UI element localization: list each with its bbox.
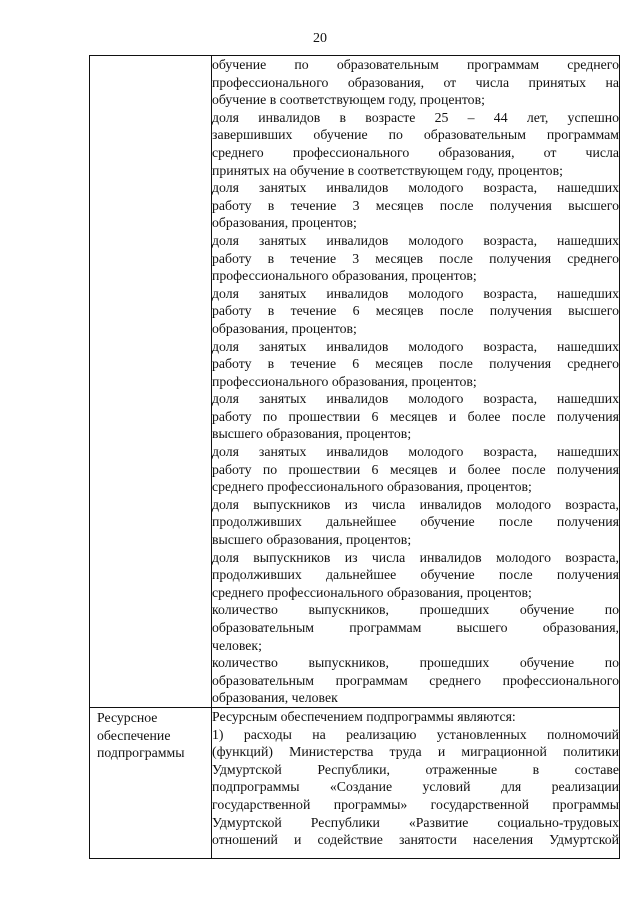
resources-label-line: Ресурсное: [97, 709, 158, 725]
indicator-line: образования, процентов;: [212, 320, 357, 336]
resources-line: Удмуртской Республики, отраженные в составе: [212, 761, 619, 777]
indicator-line: доля занятых инвалидов молодого возраста, нашедших: [212, 180, 619, 196]
indicator-line: обучение в соответствующем году, процентов;: [212, 92, 485, 108]
resources-label-line: обеспечение: [97, 727, 171, 743]
indicator-item: [212, 496, 619, 549]
indicators-row: [90, 56, 620, 708]
indicator-item: [212, 56, 619, 109]
indicator-line: доля занятых инвалидов молодого возраста, нашедших: [212, 338, 619, 354]
indicator-line: работу в течение 6 месяцев после получения высшего: [212, 303, 619, 319]
indicator-line: работу в течение 3 месяцев после получения высшего: [212, 197, 619, 213]
indicator-item: [212, 549, 619, 602]
indicators-list: [212, 56, 619, 707]
indicator-item: [212, 285, 619, 338]
indicator-item: [212, 654, 619, 707]
indicator-line: высшего образования, процентов;: [212, 532, 412, 548]
indicator-line: обучение по образовательным программам среднего: [212, 57, 619, 72]
indicator-line: высшего образования, процентов;: [212, 426, 412, 442]
indicator-line: работу в течение 3 месяцев после получения среднего: [212, 250, 619, 266]
indicator-item: [212, 443, 619, 496]
indicators-label: [90, 56, 211, 57]
resources-label: [90, 708, 211, 762]
resources-line: государственной программы» государственной программы: [212, 796, 619, 812]
indicator-line: профессионального образования, от числа принятых на: [212, 74, 619, 90]
indicator-line: доля занятых инвалидов молодого возраста, нашедших: [212, 391, 619, 407]
indicator-line: доля выпускников из числа инвалидов молодого возраста,: [212, 549, 619, 565]
indicator-line: среднего профессионального образования, от числа: [212, 144, 619, 160]
indicator-line: среднего профессионального образования, процентов;: [212, 584, 532, 600]
indicator-line: доля занятых инвалидов молодого возраста, нашедших: [212, 444, 619, 460]
resources-text-cell: [212, 707, 620, 858]
resources-label-cell: [90, 707, 212, 858]
indicator-line: принятых на обучение в соответствующем году, процентов;: [212, 162, 563, 178]
indicator-line: доля инвалидов в возрасте 25 – 44 лет, успешно: [212, 109, 619, 125]
indicator-line: продолживших дальнейшее обучение после получения: [212, 514, 619, 530]
resources-row: [90, 707, 620, 858]
indicator-line: доля выпускников из числа инвалидов молодого возраста,: [212, 496, 619, 512]
indicator-line: человек;: [212, 637, 262, 653]
indicator-line: работу по прошествии 6 месяцев и более после получения: [212, 461, 619, 477]
indicators-label-cell: [90, 56, 212, 708]
indicator-line: работу по прошествии 6 месяцев и более после получения: [212, 408, 619, 424]
program-passport-table: [89, 55, 620, 859]
page-number: 20: [313, 31, 327, 46]
indicator-line: образования, процентов;: [212, 215, 357, 231]
indicator-line: среднего профессионального образования, процентов;: [212, 479, 532, 495]
indicator-line: количество выпускников, прошедших обучение по: [212, 602, 619, 618]
indicator-line: образовательным программам среднего профессионального: [212, 672, 619, 688]
indicator-line: работу в течение 6 месяцев после получения среднего: [212, 356, 619, 372]
indicator-item: [212, 338, 619, 391]
indicator-item: [212, 601, 619, 654]
indicator-line: профессионального образования, процентов;: [212, 373, 477, 389]
resources-line: (функций) Министерства труда и миграционной политики: [212, 744, 619, 760]
resources-line: 1) расходы на реализацию установленных полномочий: [212, 726, 619, 742]
resources-line: отношений и содействие занятости населения Удмуртской: [212, 832, 619, 848]
resources-line: подпрограммы «Создание условий для реализации: [212, 779, 619, 795]
resources-label-line: подпрограммы: [97, 745, 185, 761]
indicator-line: завершивших обучение по образовательным программам: [212, 127, 619, 143]
indicator-item: [212, 232, 619, 285]
indicator-item: [212, 179, 619, 232]
resources-text: [212, 708, 619, 849]
indicator-line: продолживших дальнейшее обучение после получения: [212, 567, 619, 583]
indicator-line: образования, человек: [212, 690, 338, 706]
resources-line: Ресурсным обеспечением подпрограммы являются:: [212, 708, 516, 724]
indicator-line: доля занятых инвалидов молодого возраста, нашедших: [212, 285, 619, 301]
indicator-line: доля занятых инвалидов молодого возраста, нашедших: [212, 232, 619, 248]
indicator-line: количество выпускников, прошедших обучение по: [212, 655, 619, 671]
indicator-item: [212, 390, 619, 443]
indicator-line: образовательным программам высшего образования,: [212, 620, 619, 635]
indicators-list-cell: [212, 56, 620, 708]
resources-line: Удмуртской Республики «Развитие социально-трудовых: [212, 814, 619, 830]
indicator-item: [212, 109, 619, 179]
indicator-line: профессионального образования, процентов;: [212, 268, 477, 284]
